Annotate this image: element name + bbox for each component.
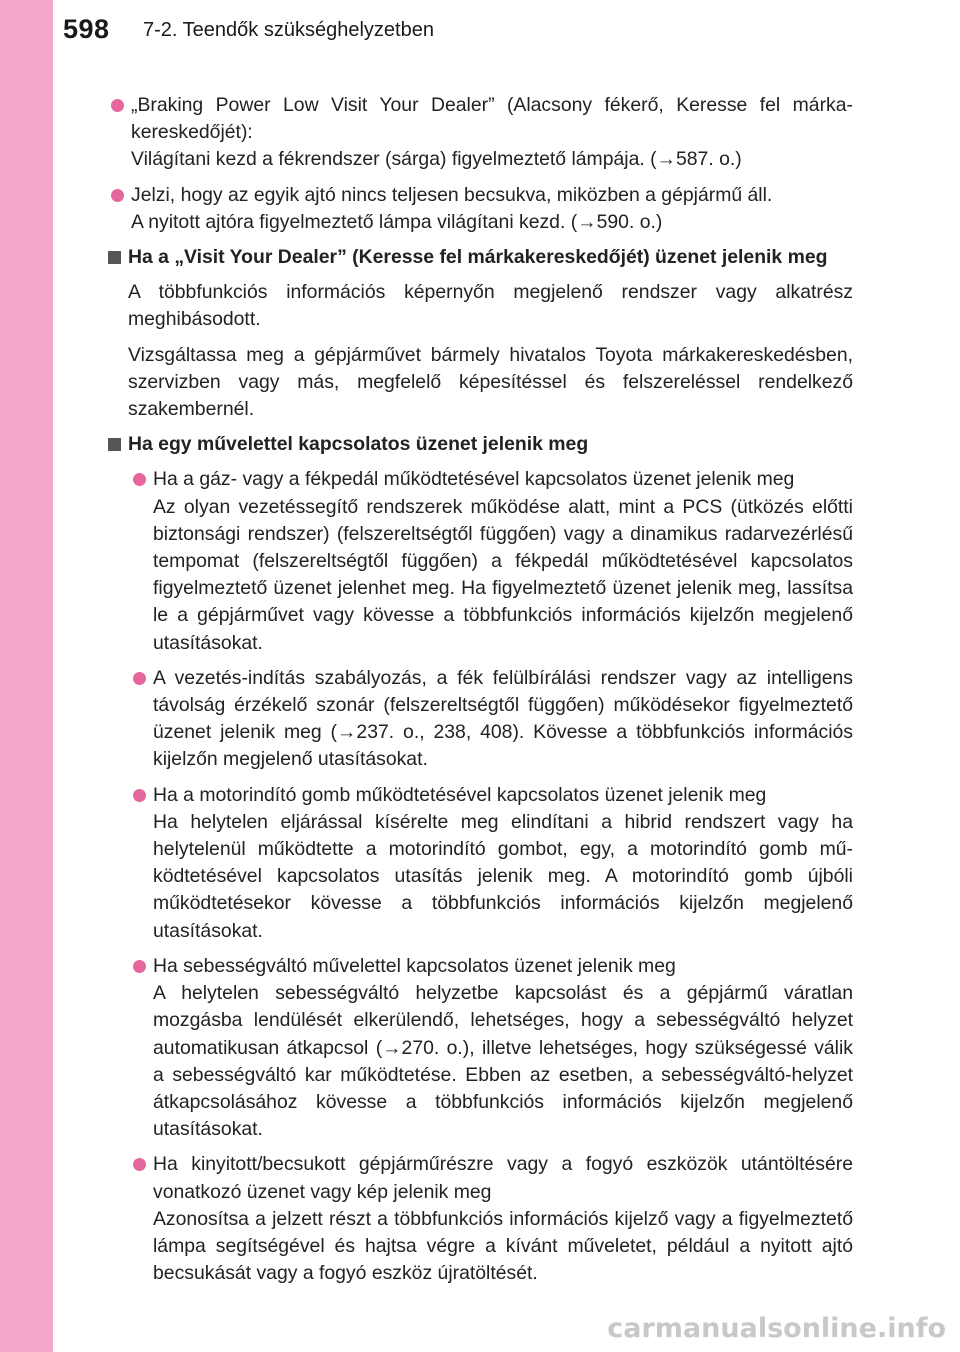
- chapter-side-tab: [0, 0, 53, 1352]
- item-title: Ha sebességváltó művelettel kapcsolatos üzenet jelenik meg: [153, 954, 676, 977]
- section-heading-visit-dealer: [107, 244, 853, 271]
- list-item-pedal: [129, 466, 853, 656]
- bullet-icon: [111, 99, 124, 112]
- item-title: „Braking Power Low Visit Your Dealer” (Alacsony fékerő, Keresse fel márkakereskedőjét):: [131, 94, 853, 144]
- paragraph: Vizsgáltassa meg a gépjárművet bármely hivatalos Toyota márkakereskedésben, szervizben vagy más, megfelelő képesítéssel és felszereléssel rendelkező szakembernél.: [128, 343, 853, 421]
- item-text: A vezetés-indítás szabályozás, a fék felülbírálási rendszer vagy az intelligens távolság érzékelő szonár (felszereltségtől függően) működésekor figyelmeztető üzenet jelenik meg (→237. o., 238, 408). Kövesse a többfunkciós információs kijelzőn megjelenő utasításokat.: [153, 666, 853, 771]
- list-item-engine-switch: [129, 782, 853, 945]
- page-number: 598: [63, 14, 110, 44]
- item-title: Ha kinyitott/becsukott gépjárműrészre vagy a fogyó eszközök utántöltésére vonatkozó üzenet vagy kép jelenik meg: [153, 1153, 853, 1203]
- item-text: Ha helytelen eljárással kísérelte meg elindítani a hibrid rendszert vagy ha helytelenül működtette a motorindító gombot, egy, a motorindító gomb működtetésével kapcsolatos utasítás jelenik meg. A motorindító gomb újbóli működtetésekor kövesse a többfunkciós információs kijelzőn megjelenő utasításokat.: [153, 810, 853, 942]
- bullet-icon: [133, 960, 146, 973]
- item-title: Ha a gáz- vagy a fékpedál működtetésével kapcsolatos üzenet jelenik meg: [153, 468, 795, 491]
- list-item-drive-start-control: [129, 665, 853, 774]
- bullet-icon: [111, 189, 124, 202]
- paragraph: A többfunkciós információs képernyőn megjelenő rendszer vagy alkatrész meghibásodott.: [128, 281, 853, 331]
- section-heading-operation-message: [107, 431, 853, 458]
- list-item-door-open: [107, 182, 853, 236]
- square-bullet-icon: [108, 438, 121, 451]
- item-text: Azonosítsa a jelzett részt a többfunkciós információs kijelző vagy a figyelmeztető lámpa segítségével és hajtsa végre a kívánt műveletet, például a nyitott ajtó becsukását vagy a fogyó eszköz újratöltését.: [153, 1207, 853, 1285]
- item-text: Világítani kezd a fékrendszer (sárga) figyelmeztető lámpája. (→587. o.): [131, 148, 742, 171]
- bullet-icon: [133, 789, 146, 802]
- chapter-title: 7-2. Teendők szükséghelyzetben: [143, 19, 434, 41]
- bullet-icon: [133, 672, 146, 685]
- heading-text: Ha egy művelettel kapcsolatos üzenet jelenik meg: [128, 433, 589, 456]
- heading-text: Ha a „Visit Your Dealer” (Keresse fel márkakereskedőjét) üzenet jelenik meg: [128, 246, 828, 269]
- page-content: [107, 92, 853, 1295]
- list-item-parts-consumables: [129, 1151, 853, 1287]
- list-item-braking-power: [107, 92, 853, 174]
- bullet-icon: [133, 473, 146, 486]
- watermark: carmanualsonline.info: [607, 1313, 946, 1344]
- item-text: A nyitott ajtóra figyelmeztető lámpa világítani kezd. (→590. o.): [131, 210, 663, 233]
- item-text: A helytelen sebességváltó helyzetbe kapcsolást és a gépjármű váratlan mozgásba lendülését elkerülendő, lehetséges, hogy a sebességváltó helyzet automatikusan átkapcsol (→270. o.), illetve lehetséges, hogy szükségessé válik a sebességváltó kar működtetése. Ebben az esetben, a sebességváltó-helyzet átkapcsolásához kövesse a többfunkciós információs kijelzőn megjelenő utasításokat.: [153, 982, 853, 1141]
- item-title: Ha a motorindító gomb működtetésével kapcsolatos üzenet jelenik meg: [153, 783, 767, 806]
- item-title: Jelzi, hogy az egyik ajtó nincs teljesen becsukva, miközben a gépjármű áll.: [131, 183, 773, 206]
- item-text: Az olyan vezetéssegítő rendszerek működése alatt, mint a PCS (ütközés előtti biztonsági rendszer) (felszereltségtől függően) vagy a dinamikus radarvezérlésű tempomat (felszereltségtől függően) a fékpedál működtetésével kapcsolatos figyelmeztető üzenet jelenhet meg. Ha figyelmeztető üzenet jelenik meg, lassítsa le a gépjárművet vagy kövesse a többfunkciós információs kijelzőn megjelenő utasításokat.: [153, 495, 853, 654]
- bullet-icon: [133, 1158, 146, 1171]
- square-bullet-icon: [108, 251, 121, 264]
- list-item-shift: [129, 953, 853, 1143]
